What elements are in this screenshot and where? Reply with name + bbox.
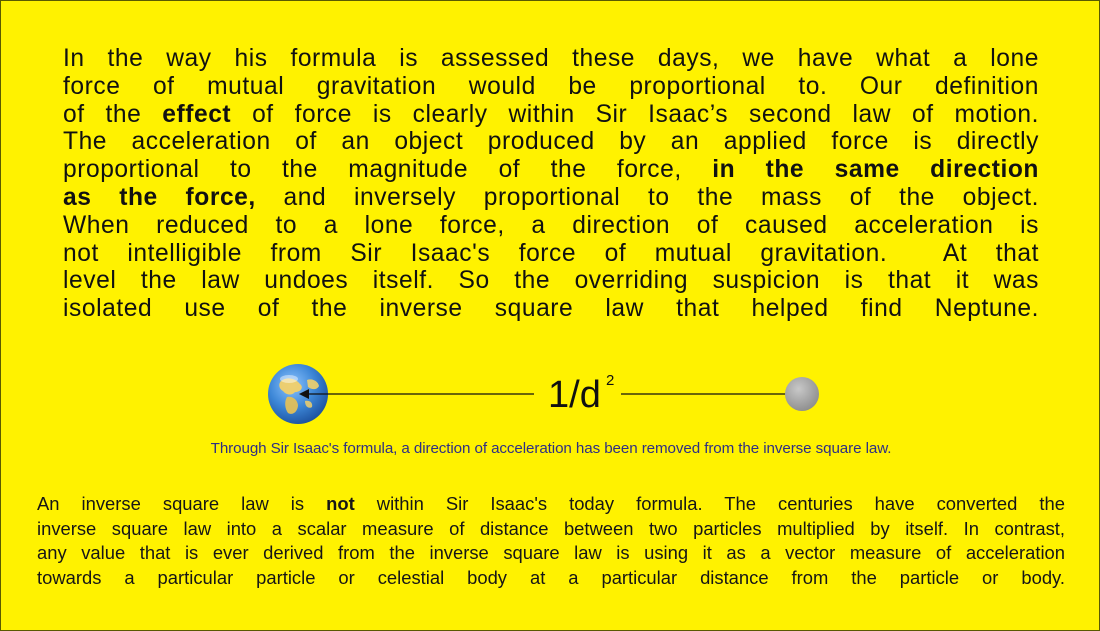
bottom-line-3: any value that is ever derived from the inverse square law is using it as a vector measure of acceleration [37,542,1065,564]
top-line-2: force of mutual gravitation would be proportional to. Our definition [63,72,1039,100]
emphasis-effect: effect [162,100,232,128]
bottom-line-1 [37,492,1065,517]
top-line-1: In the way his formula is assessed these days, we have what a lone [63,45,1039,72]
top-line-6 [63,184,1039,212]
top-line-4: The acceleration of an object produced by an applied force is directly [63,128,1039,156]
gray-particle-icon [785,377,819,411]
top-line-8: not intelligible from Sir Isaac's force of mutual gravitation. At that [63,239,1039,267]
inverse-square-label: 1/d [548,374,601,416]
diagram-caption: Through Sir Isaac's formula, a direction of acceleration has been removed from the inverse square law. [210,440,892,457]
top-line-9: level the law undoes itself. So the overriding suspicion is that it was [63,267,1039,295]
top-line-10: isolated use of the inverse square law that helped find Neptune. [63,295,1039,323]
bottom-line-1-start: An inverse square law is [37,493,327,514]
bottom-line-2: inverse square law into a scalar measure of distance between two particles multiplied by itself. In contrast, [37,517,1065,539]
emphasis-as-the-force: as the force, [63,183,256,211]
top-line-6-end: and inversely proportional to the mass of the object. [255,183,1039,211]
inverse-square-exponent: 2 [606,372,615,389]
emphasis-not: not [326,493,355,514]
emphasis-same-direction: in the same direction [712,156,1039,184]
bottom-line-1-end: within Sir Isaac's today formula. The centuries have converted the [354,493,1065,514]
inverse-square-diagram [1,361,1100,431]
bottom-paragraph [37,492,1065,590]
top-line-3 [63,101,1039,129]
bottom-line-4: towards a particular particle or celestial body at a particular distance from the particle or body. [37,566,1065,588]
top-line-7: When reduced to a lone force, a direction of caused acceleration is [63,211,1039,239]
top-line-5 [63,156,1039,184]
top-line-5-start: proportional to the magnitude of the force, [63,156,713,184]
top-line-3-start: of the [63,100,163,128]
top-line-3-end: of force is clearly within Sir Isaac’s second law of motion. [231,100,1039,128]
top-paragraph [63,45,1039,323]
